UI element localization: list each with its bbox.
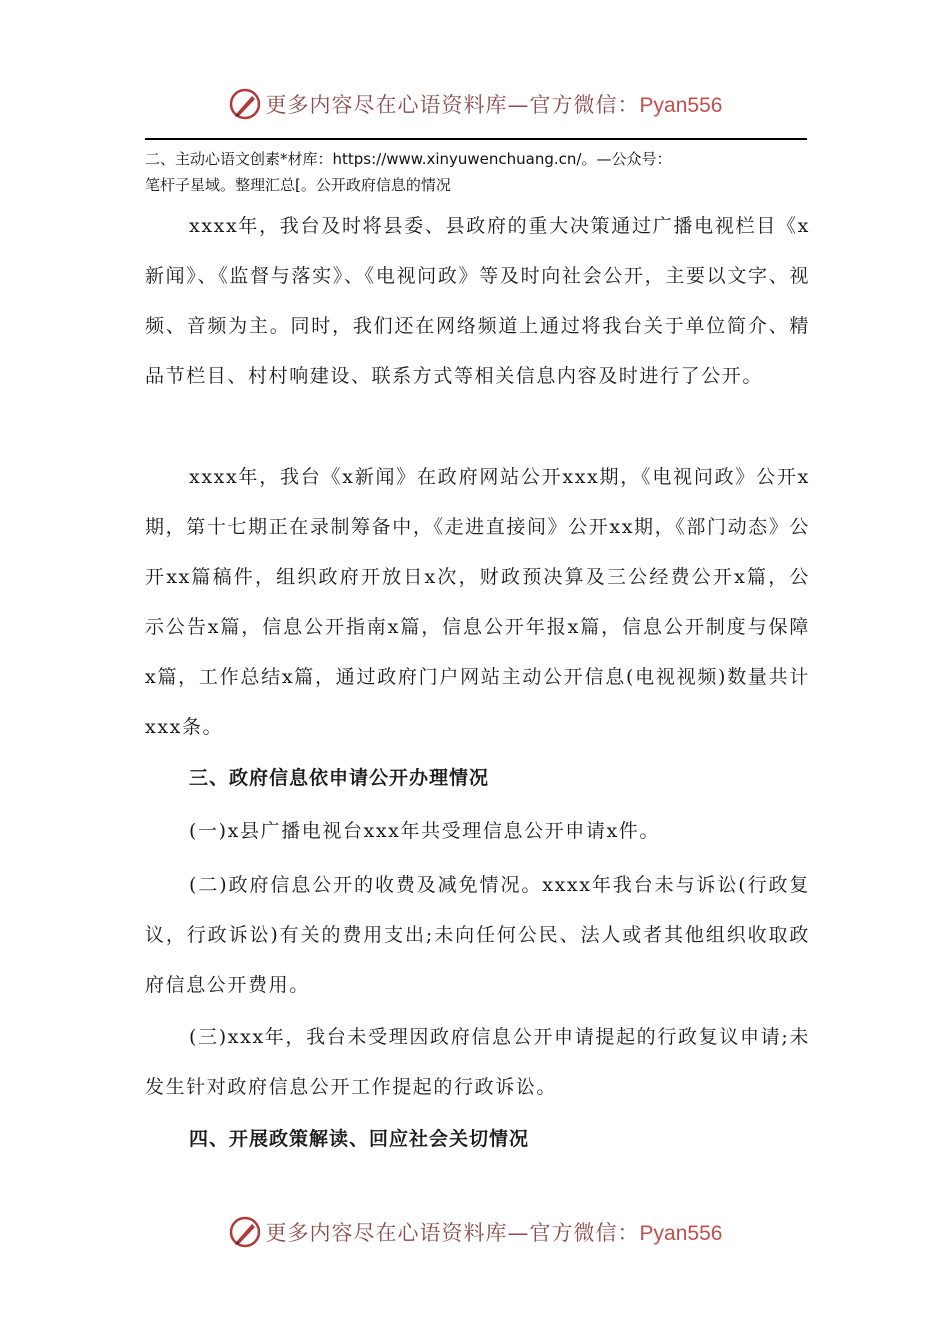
paragraph-3: (一)x县广播电视台xxx年共受理信息公开申请x件。 (189, 820, 661, 842)
header-rule (145, 138, 807, 140)
paragraph-2: xxxx年，我台《x新闻》在政府网站公开xxx期，《电视问政》公开x期，第十七期正在录制筹备中，《走进直接间》公开xx期，《部门动态》公开xx篇稿件，组织政府开放日x次，财政预决算及三公经费公开x篇，公示公告x篇，信息公开指南x篇，信息公开年报x篇，信息公开制度与保障x篇，工作总结x篇，通过政府门户网站主动公开信息(电视视频)数量共计xxx条。 (145, 466, 810, 738)
section-heading-4: 四、开展政策解读、回应社会关切情况 (189, 1128, 530, 1150)
watermark-text: 更多内容尽在心语资料库—官方微信：Pyan556 (265, 93, 723, 117)
pen-logo-icon (228, 87, 262, 121)
header-watermark (0, 84, 950, 124)
paragraph-1: xxxx年，我台及时将县委、县政府的重大决策通过广播电视栏目《x新闻》、《监督与落实》、《电视问政》等及时向社会公开，主要以文字、视频、音频为主。同时，我们还在网络频道上通过将我台关于单位简介、精品节栏目、村村响建设、联系方式等相关信息内容及时进行了公开。 (145, 215, 810, 387)
footer-watermark (0, 1212, 950, 1252)
section-heading-3: 三、政府信息依申请公开办理情况 (189, 767, 490, 789)
intro-line-1: 二、主动心语文创素*材库：https://www.xinyuwenchuang.cn/。—公众号： (145, 150, 672, 168)
watermark-text: 更多内容尽在心语资料库—官方微信：Pyan556 (265, 1221, 723, 1245)
paragraph-5: (三)xxx年，我台未受理因政府信息公开申请提起的行政复议申请;未发生针对政府信息公开工作提起的行政诉讼。 (145, 1026, 810, 1098)
pen-logo-icon (228, 1215, 262, 1249)
intro-line-2: 笔杆子星域。整理汇总[。公开政府信息的情况 (145, 176, 451, 194)
paragraph-4: (二)政府信息公开的收费及减免情况。xxxx年我台未与诉讼(行政复议，行政诉讼)有关的费用支出;未向任何公民、法人或者其他组织收取政府信息公开费用。 (145, 874, 810, 996)
